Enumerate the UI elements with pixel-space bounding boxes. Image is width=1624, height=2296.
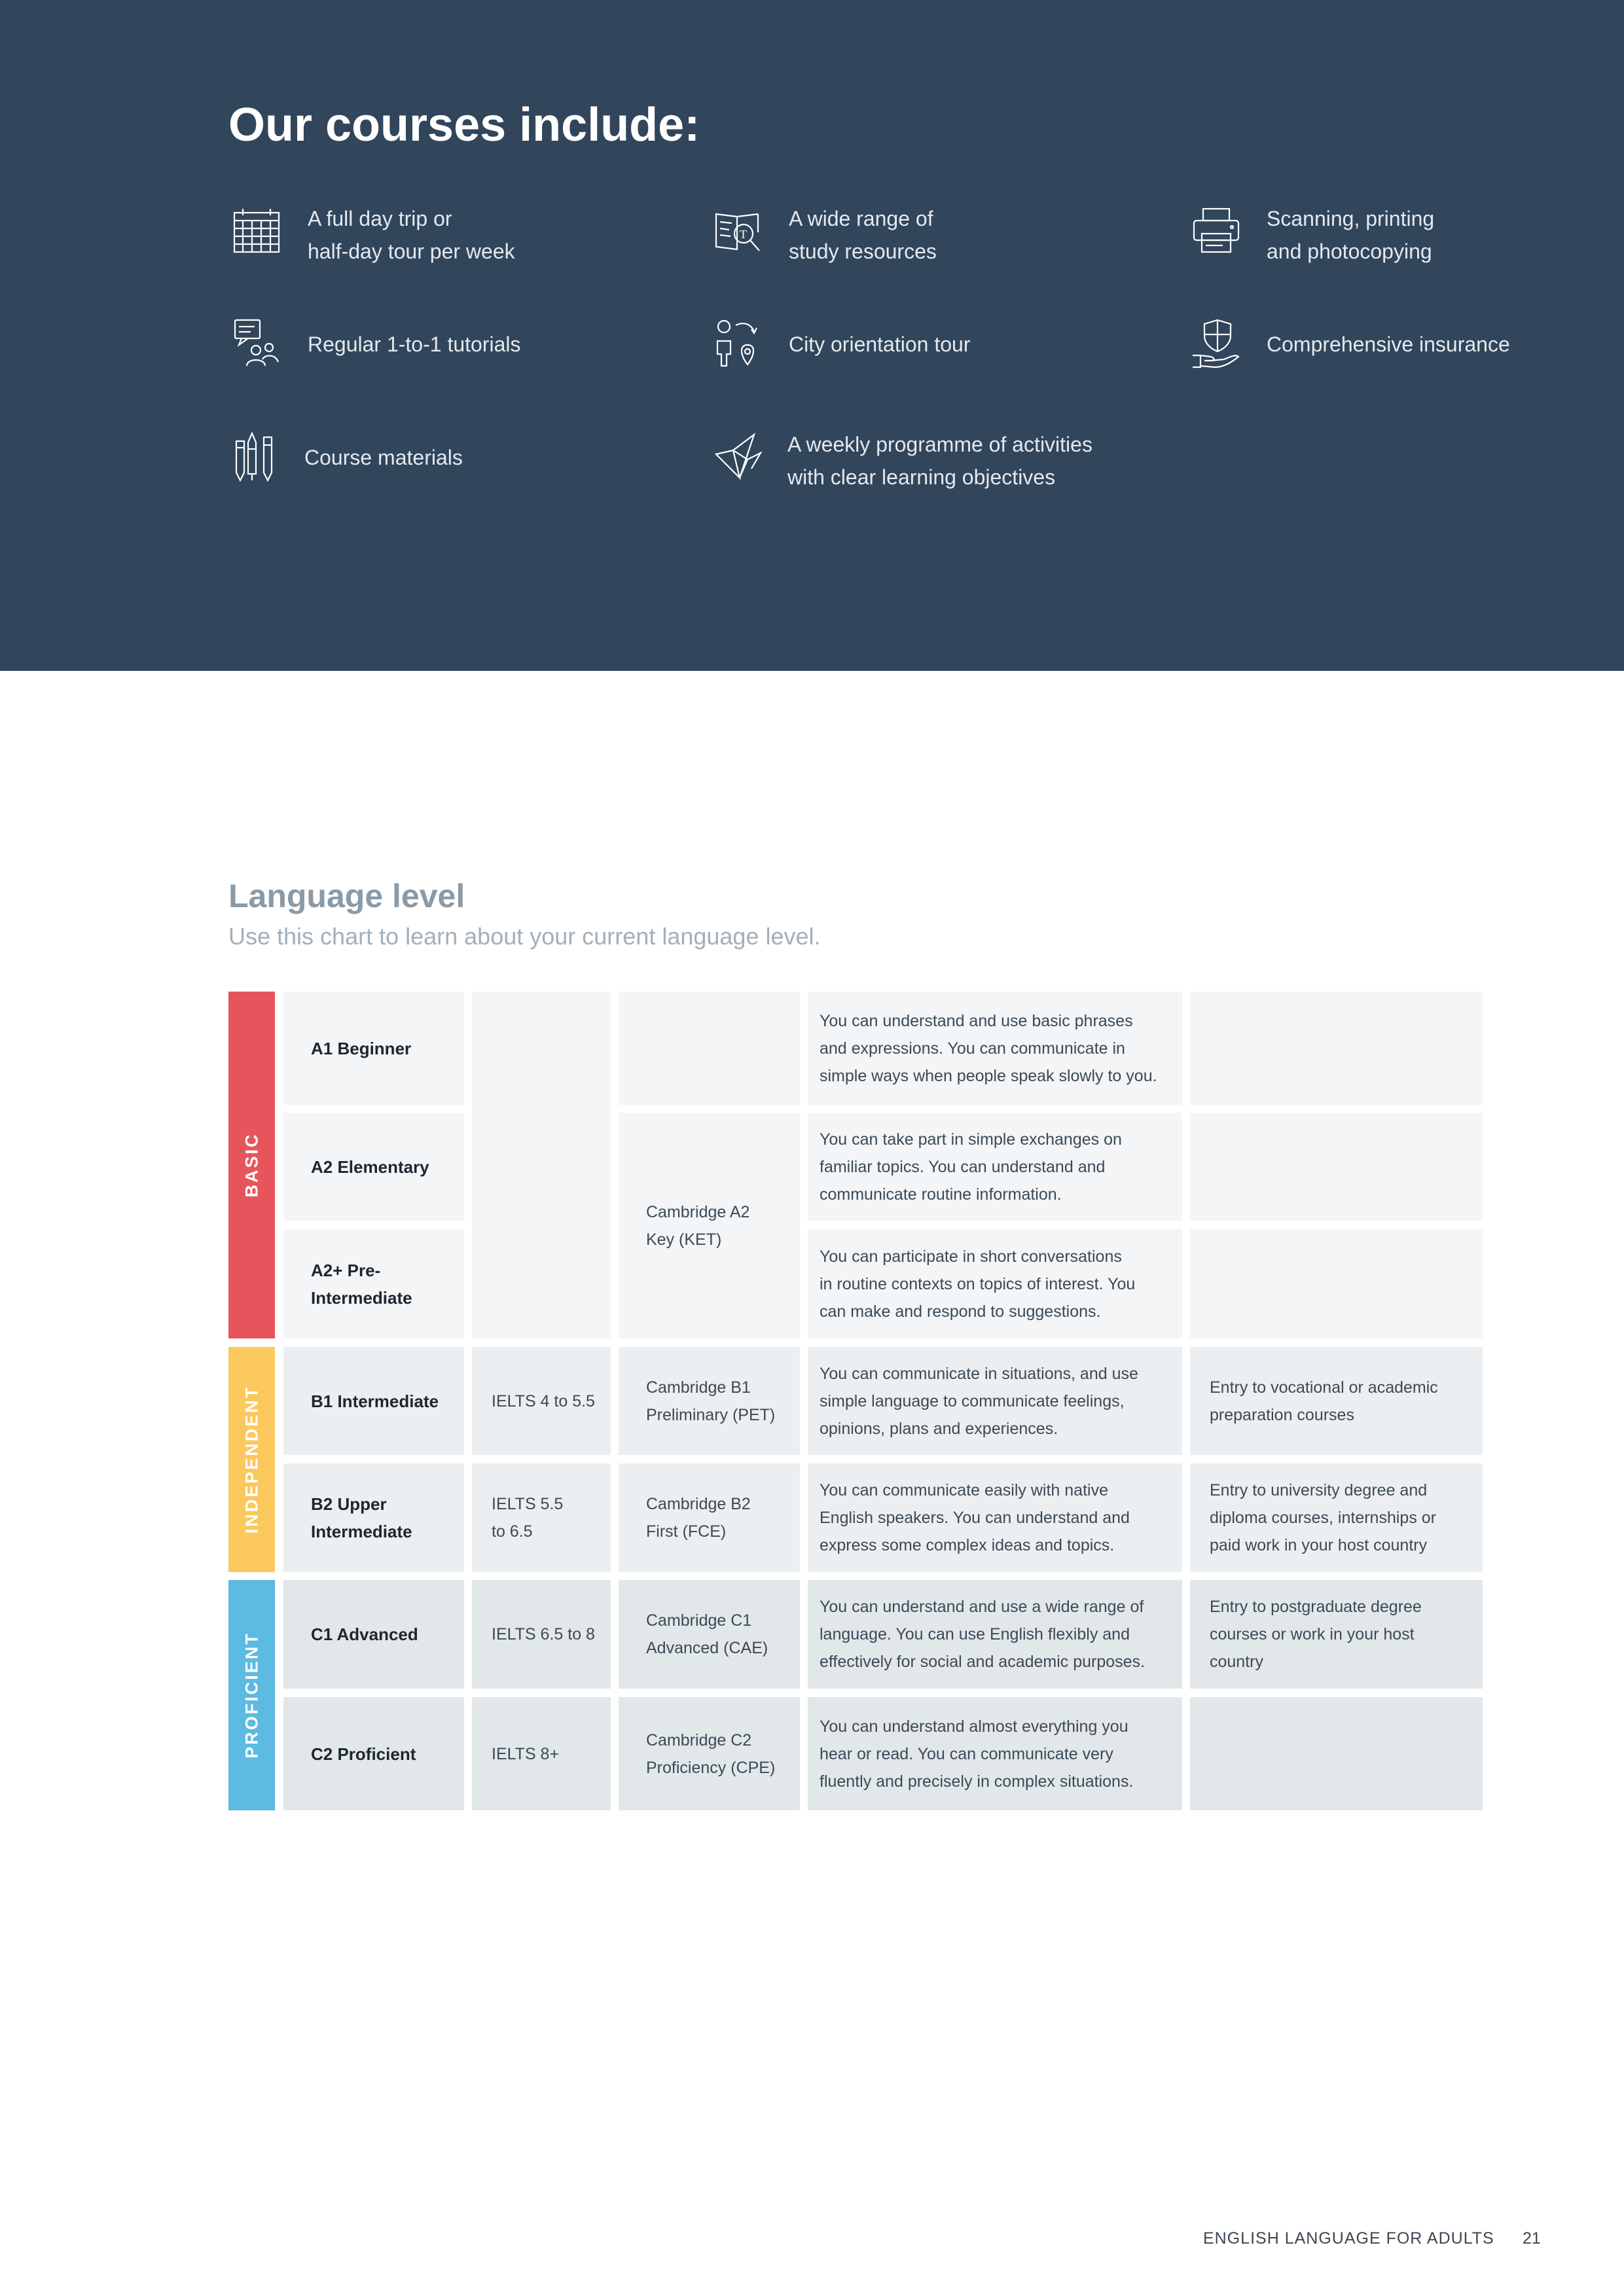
level-a1: A1 Beginner (283, 992, 464, 1105)
feature-text-line2: with clear learning objectives (787, 465, 1056, 489)
cambridge-c1: Cambridge C1 Advanced (CAE) (619, 1580, 800, 1689)
description-c2: You can understand almost everything you hear or read. You can communicate very fluently and precisely in complex situations. (808, 1697, 1182, 1810)
description-a2: You can take part in simple exchanges on familiar topics. You can understand and communicate routine information. (808, 1113, 1182, 1221)
entry-b2: Entry to university degree and diploma courses, internships or paid work in your host country (1190, 1463, 1483, 1572)
feature-text-line1: A weekly programme of activities (787, 433, 1092, 456)
feature-text-line2: and photocopying (1267, 240, 1432, 263)
feature-text-line2: half-day tour per week (308, 240, 515, 263)
printer-icon (1191, 206, 1241, 256)
ielts-b2: IELTS 5.5 to 6.5 (472, 1463, 611, 1572)
entry-a2-empty (1190, 1113, 1483, 1221)
feature-text-line1: A full day trip or (308, 207, 452, 230)
page-number: 21 (1523, 2229, 1541, 2248)
entry-c2-empty (1190, 1697, 1483, 1810)
entry-a1-empty (1190, 992, 1483, 1105)
band-basic (228, 992, 275, 1338)
level-a2: A2 Elementary (283, 1113, 464, 1221)
level-a2plus: A2+ Pre- Intermediate (283, 1229, 464, 1338)
band-label: INDEPENDENT (242, 1385, 261, 1534)
description-c1: You can understand and use a wide range of language. You can use English flexibly and effectively for social and academic purposes. (808, 1580, 1182, 1689)
entry-b1: Entry to vocational or academic preparation courses (1190, 1347, 1483, 1455)
calendar-icon (232, 206, 282, 256)
tutorial-icon (232, 319, 282, 368)
feature-text-line1: Scanning, printing (1267, 207, 1435, 230)
description-b2: You can communicate easily with native English speakers. You can understand and express some complex ideas and topics. (808, 1463, 1182, 1572)
ielts-c1: IELTS 6.5 to 8 (472, 1580, 611, 1689)
cambridge-a2: Cambridge A2 Key (KET) (619, 1113, 800, 1338)
pencils-icon (232, 432, 282, 482)
cambridge-c2: Cambridge C2 Proficiency (CPE) (619, 1697, 800, 1810)
cambridge-a1-empty (619, 992, 800, 1105)
level-c2: C2 Proficient (283, 1697, 464, 1810)
entry-a2plus-empty (1190, 1229, 1483, 1338)
feature-text-line1: Regular 1-to-1 tutorials (308, 332, 521, 356)
feature-text-line2: study resources (789, 240, 937, 263)
band-independent (228, 1347, 275, 1572)
ielts-basic-empty (472, 992, 611, 1338)
feature-text-line1: City orientation tour (789, 332, 971, 356)
feature-text-line1: Course materials (304, 446, 463, 469)
feature-text-line1: A wide range of (789, 207, 933, 230)
level-c1: C1 Advanced (283, 1580, 464, 1689)
ielts-c2: IELTS 8+ (472, 1697, 611, 1810)
band-label: BASIC (242, 1132, 261, 1198)
feature-text-line1: Comprehensive insurance (1267, 332, 1510, 356)
level-b2: B2 Upper Intermediate (283, 1463, 464, 1572)
cambridge-b2: Cambridge B2 First (FCE) (619, 1463, 800, 1572)
footer-title: ENGLISH LANGUAGE FOR ADULTS (1203, 2229, 1494, 2248)
section-title: Language level (228, 878, 465, 914)
hero-title: Our courses include: (228, 99, 700, 151)
ielts-b1: IELTS 4 to 5.5 (472, 1347, 611, 1455)
insurance-shield-icon (1191, 319, 1241, 368)
section-subtitle: Use this chart to learn about your current language level. (228, 923, 821, 950)
entry-c1: Entry to postgraduate degree courses or work in your host country (1190, 1580, 1483, 1689)
city-tour-icon (713, 319, 763, 368)
courses-hero (0, 0, 1624, 671)
cambridge-b1: Cambridge B1 Preliminary (PET) (619, 1347, 800, 1455)
description-a2plus: You can participate in short conversations in routine contexts on topics of interest. You can make and respond to suggestions. (808, 1229, 1182, 1338)
svg-text:T: T (740, 228, 747, 241)
description-b1: You can communicate in situations, and use simple language to communicate feelings, opinions, plans and experiences. (808, 1347, 1182, 1455)
band-label: PROFICIENT (242, 1632, 261, 1759)
book-search-icon (713, 206, 763, 256)
level-b1: B1 Intermediate (283, 1347, 464, 1455)
description-a1: You can understand and use basic phrases and expressions. You can communicate in simple ways when people speak slowly to you. (808, 992, 1182, 1105)
paper-bird-icon (713, 432, 763, 482)
band-proficient (228, 1580, 275, 1810)
